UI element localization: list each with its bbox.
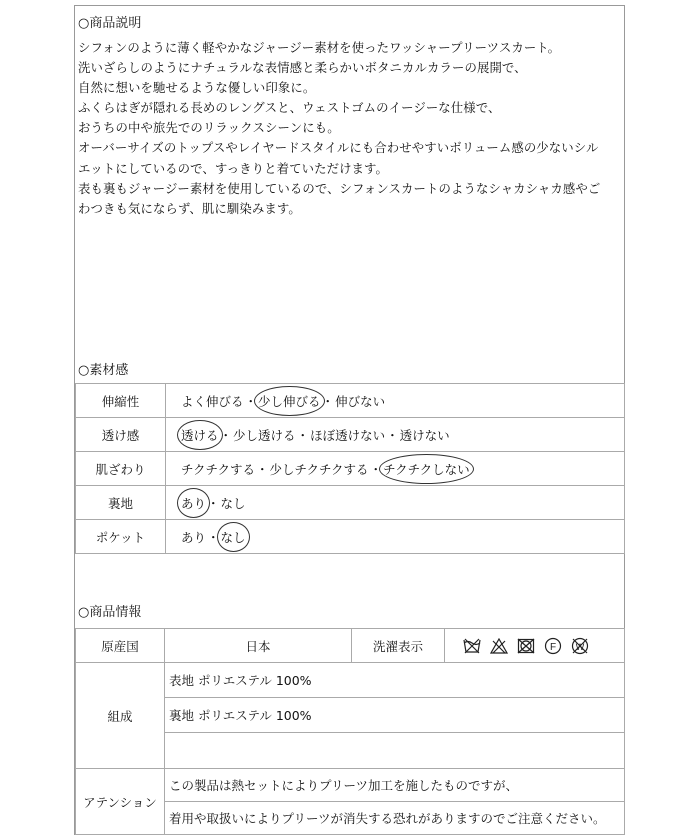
option-separator: ・ [321,393,335,409]
material-table [75,383,625,554]
origin-value: 日本 [165,629,352,663]
attention-label: アテンション [76,769,165,835]
material-option: あり [181,529,207,545]
material-options [166,486,625,520]
material-label: 透け感 [76,418,166,452]
material-label: 肌ざわり [76,452,166,486]
composition-row: 表地 ポリエステル 100% [165,663,625,698]
description-line: ふくらはぎが隠れる長めのレングスと、ウェストゴムのイージーな仕様で、 [78,100,501,116]
composition-label: 組成 [76,663,165,769]
description-line: おうちの中や旅先でのリラックスシーンにも。 [78,120,340,136]
material-row [76,418,625,452]
material-option: 伸びない [335,393,386,409]
composition-row [165,733,625,769]
material-option: 少し透ける [233,427,296,443]
origin-label: 原産国 [76,629,165,663]
material-row [76,520,625,554]
description-line: シフォンのように薄く軽やかなジャージー素材を使ったワッシャープリーツスカート。 [78,40,561,55]
material-option: 透けない [399,427,450,443]
composition-table [75,662,625,835]
material-heading: ○素材感 [78,363,129,378]
option-separator: ・ [256,461,269,477]
material-option: ほぼ透けない [310,427,386,443]
material-option: 少しチクチクする [269,461,369,477]
attention-row: この製品は熱セットによりプリーツ加工を施したものですが、 [165,769,625,802]
care-symbols [445,629,625,663]
option-separator: ・ [296,427,310,443]
material-options [166,520,625,554]
option-separator: ・ [386,427,399,443]
no-tumble-dry-icon [517,638,535,654]
no-bleach-icon [490,638,508,654]
description-text [78,38,623,219]
care-label: 洗濯表示 [352,629,445,663]
material-option: なし [220,495,246,511]
material-option: チクチクする [181,461,256,477]
material-row [76,486,625,520]
product-info-heading: ○商品情報 [78,605,142,620]
material-option: よく伸びる [181,393,244,409]
material-option-selected: 少し伸びる [258,393,321,409]
svg-text:W: W [575,641,585,652]
description-heading: ○商品説明 [78,16,142,31]
attention-row: 着用や取扱いによりプリーツが消失する恐れがありますのでご注意ください。 [165,802,625,835]
material-row [76,384,625,418]
material-option-selected: チクチクしない [383,461,470,477]
material-options [166,418,625,452]
no-wash-icon [463,638,481,654]
description-line: エットにしているので、すっきりと着ていただけます。 [78,160,389,176]
product-info-table [75,628,625,663]
composition-row: 裏地 ポリエステル 100% [165,698,625,733]
dry-clean-f-icon [544,637,562,655]
option-separator: ・ [207,529,220,545]
material-option-selected: あり [181,495,207,511]
material-option-selected: 透ける [181,427,219,443]
description-line: 洗いざらしのようにナチュラルな表情感と柔らかいボタニカルカラーの展開で、 [78,60,527,76]
material-option-selected: なし [220,529,246,545]
option-separator: ・ [369,461,383,477]
material-options [166,384,625,418]
description-line: オーバーサイズのトップスやレイヤードスタイルにも合わせやすいボリューム感の少ないシル [78,140,599,156]
option-separator: ・ [244,393,258,409]
material-row [76,452,625,486]
option-separator: ・ [219,427,233,443]
material-label: 伸縮性 [76,384,166,418]
description-line: 表も裏もジャージー素材を使用しているので、シフォンスカートのようなシャカシャカ感やご [78,180,601,196]
dry-clean-letter: F [549,641,557,653]
material-label: ポケット [76,520,166,554]
material-label: 裏地 [76,486,166,520]
material-options [166,452,625,486]
no-wet-clean-icon [571,637,589,655]
description-line: わつきも気にならず、肌に馴染みます。 [78,200,301,216]
option-separator: ・ [207,495,220,511]
description-line: 自然に想いを馳せるような優しい印象に。 [78,80,316,96]
